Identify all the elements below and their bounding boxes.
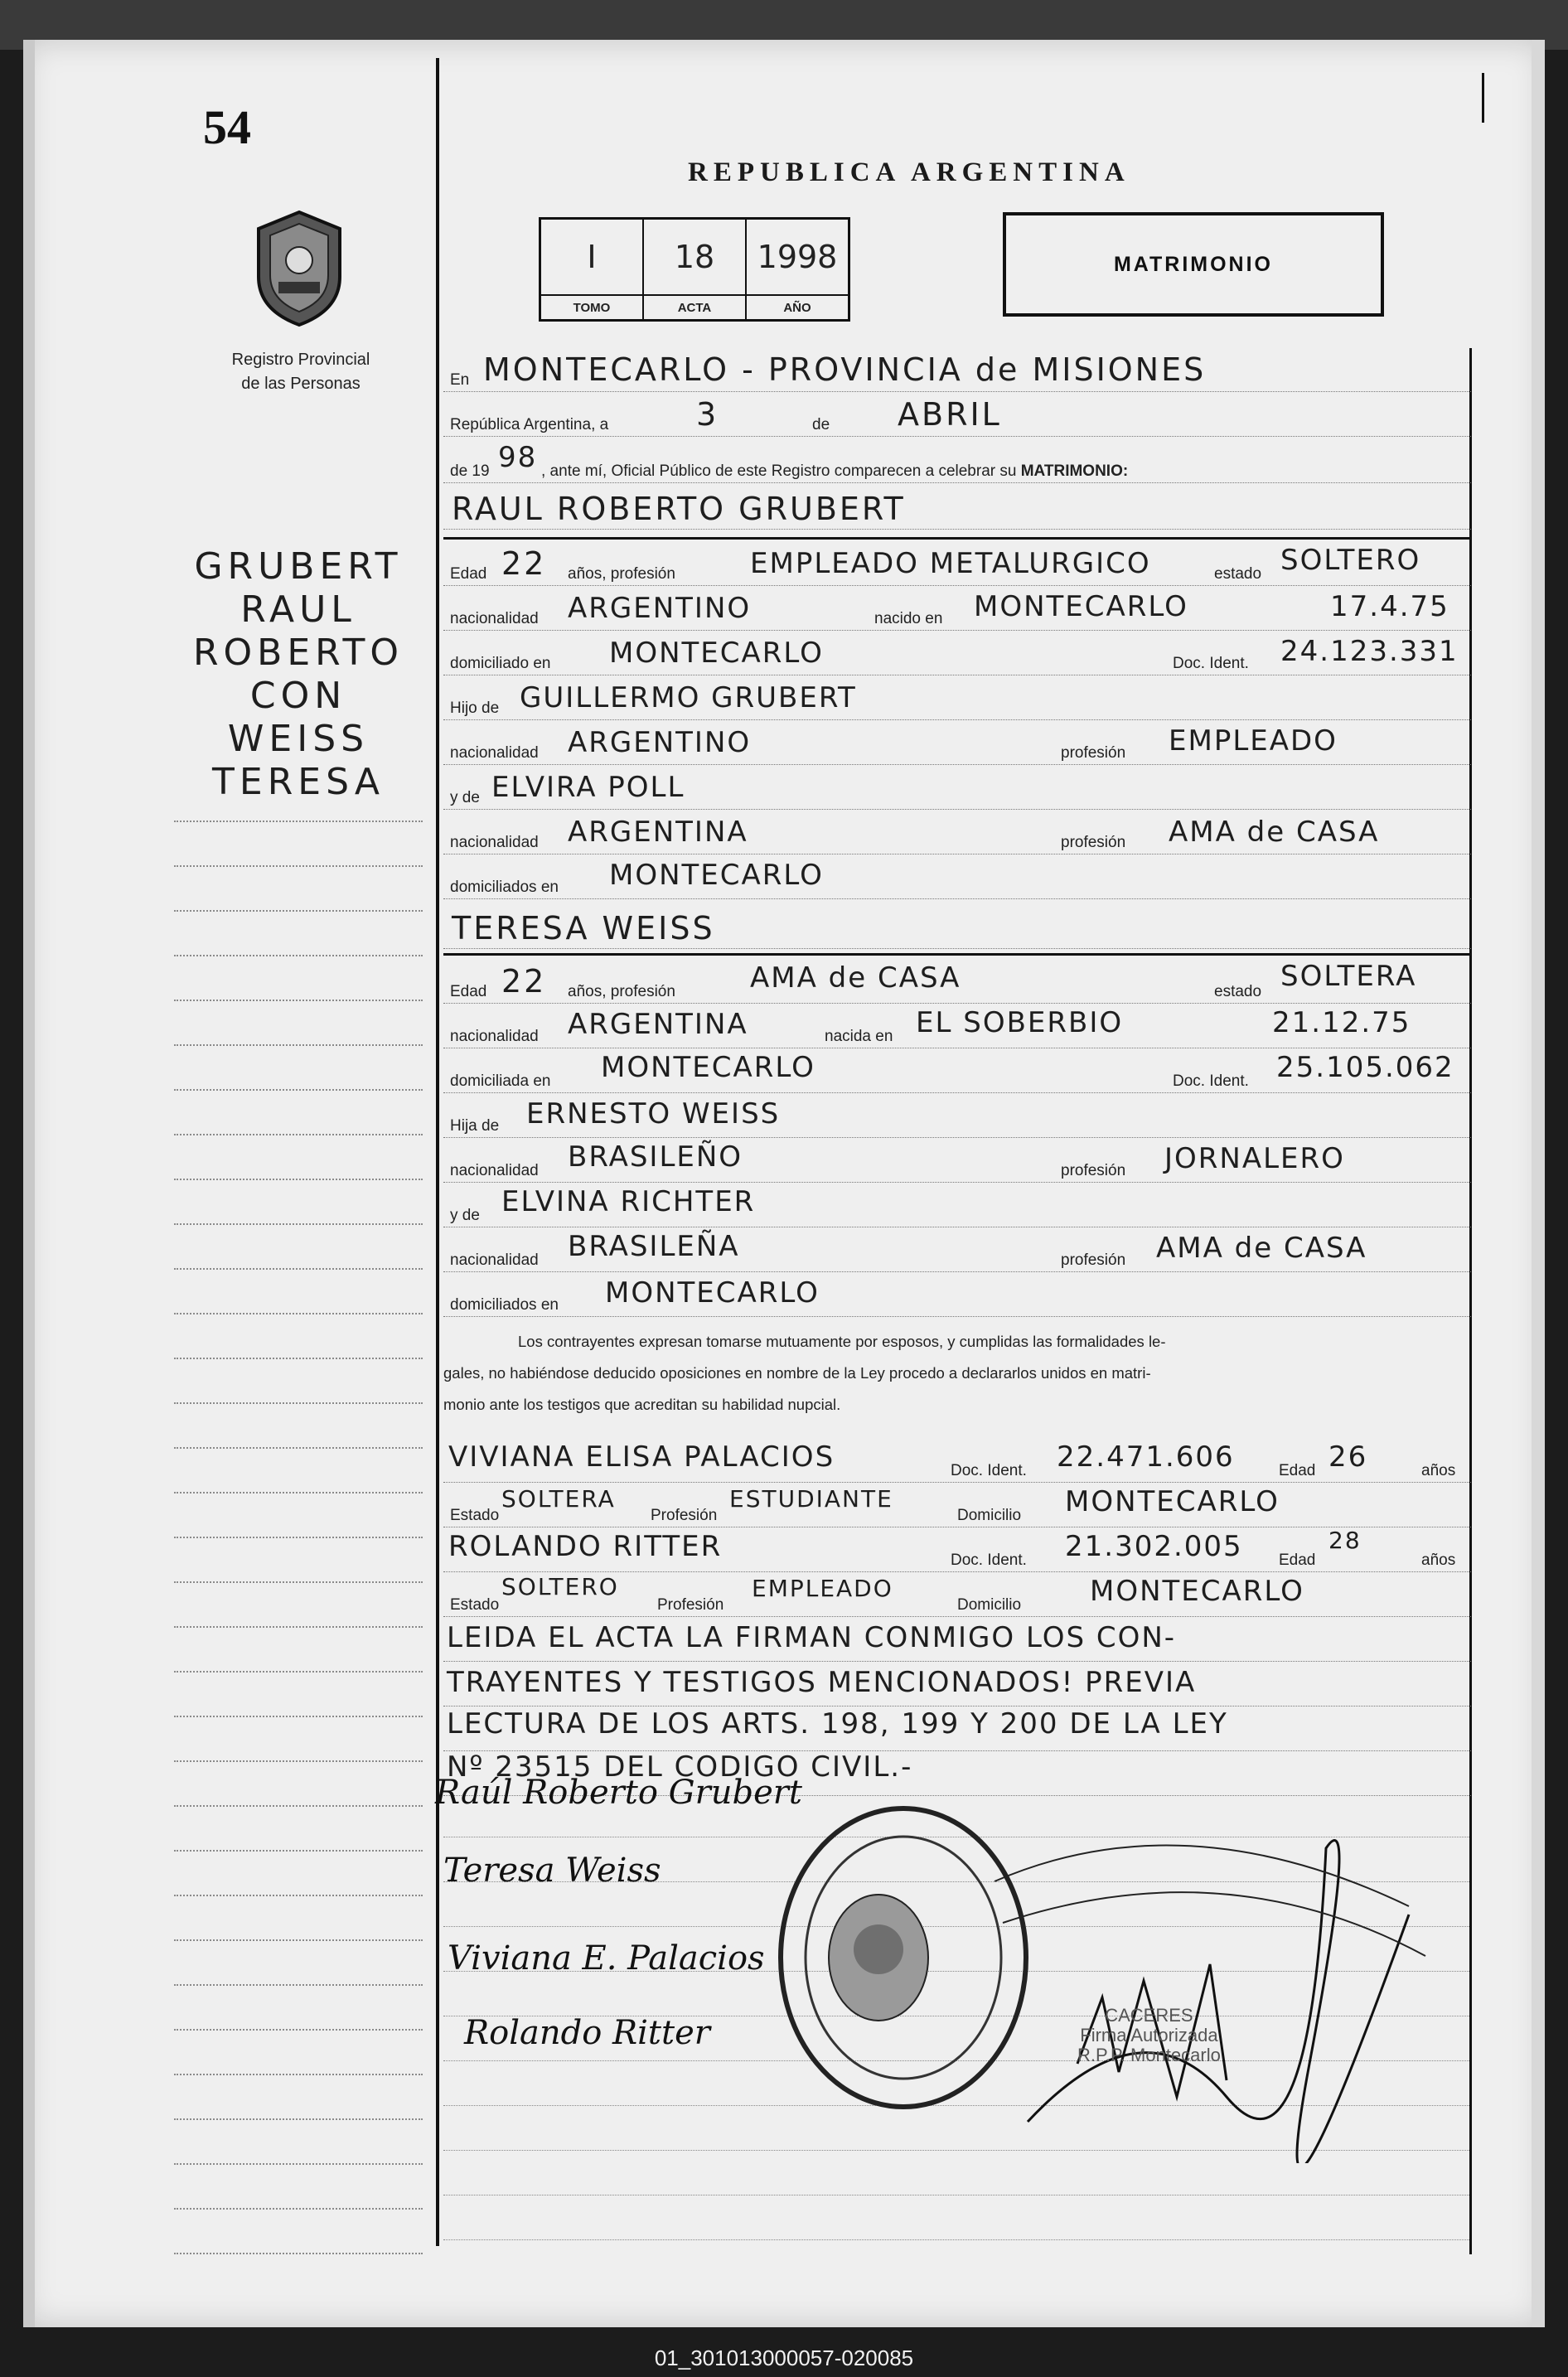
closing-text-line: LEIDA EL ACTA LA FIRMAN CONMIGO LOS CON- [447,1621,1177,1654]
domicilio-label: Domicilio [957,1596,1022,1614]
bride-name: TERESA WEISS [452,910,715,946]
profesion-label: Profesión [651,1507,718,1524]
bride-name-row [443,898,1471,949]
margin-note-line: ROBERTO [192,632,404,674]
profesion-label: profesión [1061,1162,1126,1179]
anos-label: años [1421,1462,1456,1479]
bride-nationality-row [443,1003,1471,1048]
closing-text-line: TRAYENTES Y TESTIGOS MENCIONADOS! PREVIA [447,1666,1197,1699]
edad-label: Edad [450,983,487,1000]
country-heading: REPUBLICA ARGENTINA [688,157,1130,187]
margin-rule-line [174,1895,423,1896]
domiciliados-label: domiciliados en [450,879,559,896]
acta-label: ACTA [677,300,712,315]
registry-line-2: de las Personas [241,375,361,393]
right-border-top [1482,73,1484,123]
groom-parents-domicile: MONTECARLO [609,859,824,892]
witness-2-age: 28 [1328,1527,1362,1554]
groom-nationality-row [443,585,1471,631]
bride-age-row [443,958,1471,1004]
witness-2-profession: EMPLEADO [752,1575,893,1602]
year-suffix: 98 [498,441,538,474]
bride-profession: AMA de CASA [750,961,961,995]
groom-mother: ELVIRA POLL [491,771,685,804]
bride-status: SOLTERA [1280,960,1417,993]
margin-rule-line [174,1671,423,1673]
bride-father-row [443,1092,1471,1138]
bride-mother-profession: AMA de CASA [1156,1232,1367,1265]
witness-1-name: VIVIANA ELISA PALACIOS [448,1440,835,1474]
edad-label: Edad [1279,1552,1316,1569]
margin-rule-line [174,1716,423,1717]
month-value: ABRIL [898,396,1002,433]
margin-rule-line [174,1537,423,1538]
anos-label: años [1421,1552,1456,1569]
groom-parents-domicile-row [443,854,1471,899]
margin-rule-line [174,1358,423,1359]
groom-age-row [443,540,1471,586]
tomo-cell [541,220,644,319]
domiciliada-label: domiciliada en [450,1072,551,1090]
page-edge-right [1532,40,1545,2327]
groom-name: RAUL ROBERTO GRUBERT [452,491,906,527]
margin-rule-line [174,2029,423,2031]
bride-mother-nationality: BRASILEÑA [568,1230,740,1263]
coat-of-arms-icon [247,207,351,330]
closing-text-line: LECTURA DE LOS ARTS. 198, 199 Y 200 DE LA LEY [447,1707,1228,1740]
margin-rule-line [174,1626,423,1628]
groom-father-profession: EMPLEADO [1169,724,1338,758]
groom-mother-nationality: ARGENTINA [568,816,748,849]
republica-label: República Argentina, a [450,416,609,433]
nacionalidad-label: nacionalidad [450,610,539,627]
margin-rule-line [174,1268,423,1270]
groom-domicile: MONTECARLO [609,637,824,670]
margin-rule-line [174,1805,423,1807]
place-value: MONTECARLO - PROVINCIA de MISIONES [483,351,1207,388]
margin-note-line: RAUL [240,588,356,631]
groom-name-row [443,484,1471,530]
nacionalidad-label: nacionalidad [450,1251,539,1269]
bride-mother-row [443,1182,1471,1227]
domiciliado-label: domiciliado en [450,655,551,672]
year-row [443,438,1471,483]
groom-mother-nationality-row [443,809,1471,854]
declaration-line: monio ante los testigos que acreditan su habilidad nupcial. [443,1396,841,1413]
closing-text-line: Nº 23515 DEL CODIGO CIVIL.- [447,1750,913,1784]
bride-parents-domicile: MONTECARLO [605,1276,820,1310]
profesion-label: años, profesión [568,565,675,583]
margin-rule-line [174,910,423,912]
anio-cell [747,220,848,319]
margin-rule-line [174,1760,423,1762]
profesion-label: Profesión [657,1596,724,1614]
estado-label: Estado [450,1507,500,1524]
acta-value: 18 [644,220,745,296]
witness-2-signature: Rolando Ritter [464,2014,710,2052]
nacido-label: nacido en [874,610,943,627]
official-name: CACERES [1105,2005,1193,2026]
record-reference-box [539,217,850,322]
bride-nationality: ARGENTINA [568,1008,748,1041]
groom-father-nationality-row [443,719,1471,765]
official-name-stamp [1077,2006,1221,2065]
witness-1-domicile: MONTECARLO [1065,1485,1280,1518]
statement-text [541,462,1128,481]
page-number: 54 [203,100,251,154]
groom-mother-profession: AMA de CASA [1169,816,1380,849]
groom-birthplace: MONTECARLO [974,590,1188,623]
edad-label: Edad [450,565,487,583]
margin-rule-line [174,955,423,956]
margin-rule-line [174,1089,423,1091]
margin-rule-line [174,1850,423,1852]
groom-age: 22 [501,545,547,582]
domiciliados-label: domiciliados en [450,1296,559,1314]
nacionalidad-label: nacionalidad [450,834,539,851]
profesion-label: profesión [1061,1251,1126,1269]
margin-rule-line [174,1581,423,1583]
bride-separator [443,953,1471,956]
nacionalidad-label: nacionalidad [450,1028,539,1045]
page-fold [23,40,35,2327]
bride-father: ERNESTO WEISS [526,1097,781,1130]
bride-father-nationality: BRASILEÑO [568,1140,743,1174]
margin-rule-line [174,1000,423,1001]
margin-rule-line [174,1223,423,1225]
margin-rule-line [174,2253,423,2254]
registry-label [189,348,413,396]
margin-rule-line [174,1447,423,1449]
bride-birthplace: EL SOBERBIO [916,1006,1124,1039]
witness-2-document: 21.302.005 [1065,1530,1243,1563]
bride-mother: ELVINA RICHTER [501,1185,756,1218]
margin-rule-line [174,1044,423,1046]
witness-2-domicile: MONTECARLO [1090,1575,1304,1608]
day-value: 3 [696,396,719,433]
bride-mother-nationality-row [443,1227,1471,1272]
bride-parents-domicile-row [443,1271,1471,1317]
witness-1-profession: ESTUDIANTE [729,1485,893,1513]
margin-note-line: CON [249,675,347,717]
margin-rule-line [174,865,423,867]
doc-label: Doc. Ident. [1173,1072,1249,1090]
margin-note-line: TERESA [212,761,385,803]
witness-1-age: 26 [1328,1440,1368,1474]
edad-label: Edad [1279,1462,1316,1479]
official-signature-scribble [978,1749,1442,2163]
estado-label: estado [1214,565,1262,583]
groom-domicile-row [443,630,1471,675]
groom-profession: EMPLEADO METALURGICO [750,547,1151,580]
margin-rule-line [174,1939,423,1941]
groom-nationality: ARGENTINO [568,592,752,625]
date-row [443,391,1471,437]
groom-separator [443,537,1471,540]
domicilio-label: Domicilio [957,1507,1022,1524]
closing-line [443,1706,1471,1751]
closing-line [443,1616,1471,1662]
closing-line [443,1661,1471,1707]
bride-document: 25.105.062 [1276,1051,1454,1084]
statement-main: , ante mí, Oficial Público de este Registro comparecen a celebrar su [541,462,1017,480]
witness-1-signature: Viviana E. Palacios [448,1939,765,1978]
bride-signature: Teresa Weiss [443,1852,661,1890]
estado-label: Estado [450,1596,500,1614]
official-office: R.P.P. Montecarlo [1077,2045,1221,2065]
margin-index-note [174,545,423,804]
margin-rule-line [174,821,423,822]
bride-father-profession: JORNALERO [1164,1142,1345,1175]
margin-rule-line [174,2208,423,2210]
doc-label: Doc. Ident. [951,1462,1027,1479]
tomo-value: I [541,220,642,296]
statement-bold: MATRIMONIO: [1020,462,1129,480]
groom-status: SOLTERO [1280,544,1421,577]
y-de-label: y de [450,1207,480,1224]
anio-label: AÑO [783,300,811,315]
witness-1-details-row [443,1482,1471,1527]
declaration-line: gales, no habiéndose deducido oposiciones en nombre de la Ley procedo a declararlos unidos en matri- [443,1364,1151,1382]
doc-label: Doc. Ident. [1173,655,1249,672]
place-row [443,346,1471,392]
margin-rule-line [174,1313,423,1314]
hijo-label: Hijo de [450,700,500,717]
margin-rule-line [174,1179,423,1180]
witness-1-status: SOLTERA [501,1485,616,1513]
en-label: En [450,371,470,389]
groom-father-row [443,675,1471,720]
official-role: Firma Autorizada [1080,2025,1218,2045]
groom-birthdate: 17.4.75 [1330,590,1449,623]
nacionalidad-label: nacionalidad [450,1162,539,1179]
profesion-label: profesión [1061,834,1126,851]
bride-father-nationality-row [443,1137,1471,1183]
margin-rule-line [174,1984,423,1986]
margin-rule-line [174,2074,423,2075]
margin-rule-line [174,2118,423,2120]
registry-line-1: Registro Provincial [231,351,370,369]
nacionalidad-label: nacionalidad [450,744,539,762]
bride-birthdate: 21.12.75 [1272,1006,1411,1039]
nacida-label: nacida en [825,1028,893,1045]
groom-document: 24.123.331 [1280,635,1459,668]
document-type-box: MATRIMONIO [1003,212,1384,317]
bride-domicile: MONTECARLO [601,1051,815,1084]
signature-rule-line [443,2239,1469,2240]
acta-cell [644,220,747,319]
profesion-label: años, profesión [568,983,675,1000]
witness-2-name: ROLANDO RITTER [448,1530,723,1563]
de-label: de [812,416,830,433]
declaration-line: Los contrayentes expresan tomarse mutuamente por esposos, y cumplidas las formalidades le- [518,1333,1166,1350]
groom-mother-row [443,764,1471,810]
bride-domicile-row [443,1048,1471,1093]
groom-signature: Raúl Roberto Grubert [435,1774,802,1812]
y-de-label: y de [450,789,480,806]
bride-age: 22 [501,963,547,1000]
profesion-label: profesión [1061,744,1126,762]
margin-rule-line [174,1402,423,1404]
anio-value: 1998 [747,220,848,296]
witness-2-row [443,1527,1471,1572]
margin-rule-line [174,1492,423,1493]
witness-1-document: 22.471.606 [1057,1440,1235,1474]
image-id-footer: 01_301013000057-020085 [654,2346,914,2370]
groom-father-nationality: ARGENTINO [568,726,752,759]
margin-divider [436,58,439,2246]
year-prefix: de 19 [450,462,490,480]
estado-label: estado [1214,983,1262,1000]
groom-father: GUILLERMO GRUBERT [520,681,857,714]
margin-rule-line [174,2163,423,2165]
tomo-label: TOMO [573,300,611,315]
hija-label: Hija de [450,1117,500,1135]
witness-2-details-row [443,1571,1471,1617]
doc-label: Doc. Ident. [951,1552,1027,1569]
declaration-text [443,1326,1463,1421]
margin-note-line: GRUBERT [194,545,403,588]
margin-rule-line [174,1134,423,1135]
witness-1-row [443,1437,1471,1483]
margin-note-line: WEISS [227,718,370,760]
witness-2-status: SOLTERO [501,1573,619,1600]
